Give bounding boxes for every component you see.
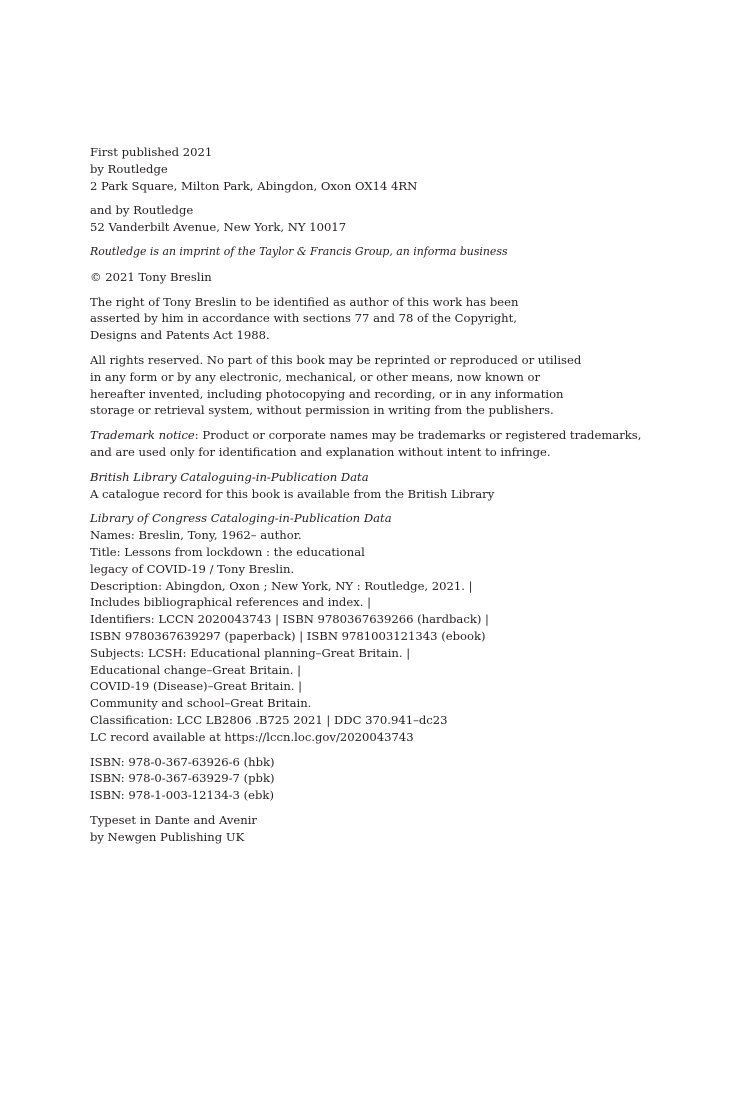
typeset-info xyxy=(90,812,710,846)
trademark-text: : Product or corporate names may be trademarks or registered trademarks, xyxy=(194,428,642,443)
copyright-line: © 2021 Tony Breslin xyxy=(90,269,212,284)
imprint-statement xyxy=(90,244,710,261)
rights-line: hereafter invented, including photocopying and recording, or in any information xyxy=(90,386,564,401)
british-library-data xyxy=(90,469,710,503)
us-publisher-line: and by Routledge xyxy=(90,203,194,218)
isbn-line: ISBN: 978-0-367-63929-7 (pbk) xyxy=(90,771,275,786)
loc-line: Description: Abingdon, Oxon ; New York, NY : Routledge, 2021. | xyxy=(90,578,473,593)
moral-rights-statement xyxy=(90,294,710,344)
isbn-list xyxy=(90,754,710,804)
loc-line: Identifiers: LCCN 2020043743 | ISBN 9780367639266 (hardback) | xyxy=(90,612,489,627)
loc-line: Classification: LCC LB2806 .B725 2021 | DDC 370.941–dc23 xyxy=(90,712,448,727)
loc-line: Educational change–Great Britain. | xyxy=(90,662,302,677)
british-library-text: A catalogue record for this book is available from the British Library xyxy=(90,486,495,501)
us-address-line: 52 Vanderbilt Avenue, New York, NY 10017 xyxy=(90,220,347,235)
british-library-heading: British Library Cataloguing-in-Publication Data xyxy=(90,469,369,484)
trademark-line xyxy=(90,427,710,444)
typesetter-line: by Newgen Publishing UK xyxy=(90,829,245,844)
loc-line: Community and school–Great Britain. xyxy=(90,696,312,711)
trademark-label: Trademark notice xyxy=(90,428,195,443)
imprint-line: Routledge is an imprint of the Taylor & Francis Group, an informa business xyxy=(90,244,508,258)
trademark-notice xyxy=(90,427,710,461)
loc-line: COVID-19 (Disease)–Great Britain. | xyxy=(90,679,303,694)
loc-line: Includes bibliographical references and index. | xyxy=(90,595,372,610)
loc-line: Title: Lessons from lockdown : the educational xyxy=(90,544,365,559)
us-publisher-info xyxy=(90,202,710,236)
rights-line: All rights reserved. No part of this book may be reprinted or reproduced or utilised xyxy=(90,352,582,367)
publication-info xyxy=(90,144,710,194)
library-of-congress-data xyxy=(90,510,710,745)
isbn-line: ISBN: 978-1-003-12134-3 (ebk) xyxy=(90,788,274,803)
loc-line: legacy of COVID-19 / Tony Breslin. xyxy=(90,561,295,576)
imprint-text xyxy=(90,144,710,853)
moral-rights-line: asserted by him in accordance with sections 77 and 78 of the Copyright, xyxy=(90,311,517,326)
loc-heading: Library of Congress Cataloging-in-Publication Data xyxy=(90,511,392,526)
rights-line: in any form or by any electronic, mechanical, or other means, now known or xyxy=(90,369,541,384)
first-published-line: First published 2021 xyxy=(90,145,213,159)
trademark-line: and are used only for identification and explanation without intent to infringe. xyxy=(90,444,551,459)
copyright-statement xyxy=(90,269,710,286)
loc-line: LC record available at https://lccn.loc.gov/2020043743 xyxy=(90,729,414,744)
typeset-line: Typeset in Dante and Avenir xyxy=(90,812,257,827)
isbn-line: ISBN: 978-0-367-63926-6 (hbk) xyxy=(90,754,275,769)
publisher-line: by Routledge xyxy=(90,161,168,176)
rights-line: storage or retrieval system, without permission in writing from the publishers. xyxy=(90,403,554,418)
moral-rights-line: The right of Tony Breslin to be identified as author of this work has been xyxy=(90,294,519,309)
rights-reserved-statement xyxy=(90,352,710,419)
moral-rights-line: Designs and Patents Act 1988. xyxy=(90,328,270,343)
loc-line: ISBN 9780367639297 (paperback) | ISBN 9781003121343 (ebook) xyxy=(90,628,486,643)
loc-line: Subjects: LCSH: Educational planning–Great Britain. | xyxy=(90,645,411,660)
loc-line: Names: Breslin, Tony, 1962– author. xyxy=(90,528,302,543)
publisher-address-line: 2 Park Square, Milton Park, Abingdon, Oxon OX14 4RN xyxy=(90,178,418,193)
